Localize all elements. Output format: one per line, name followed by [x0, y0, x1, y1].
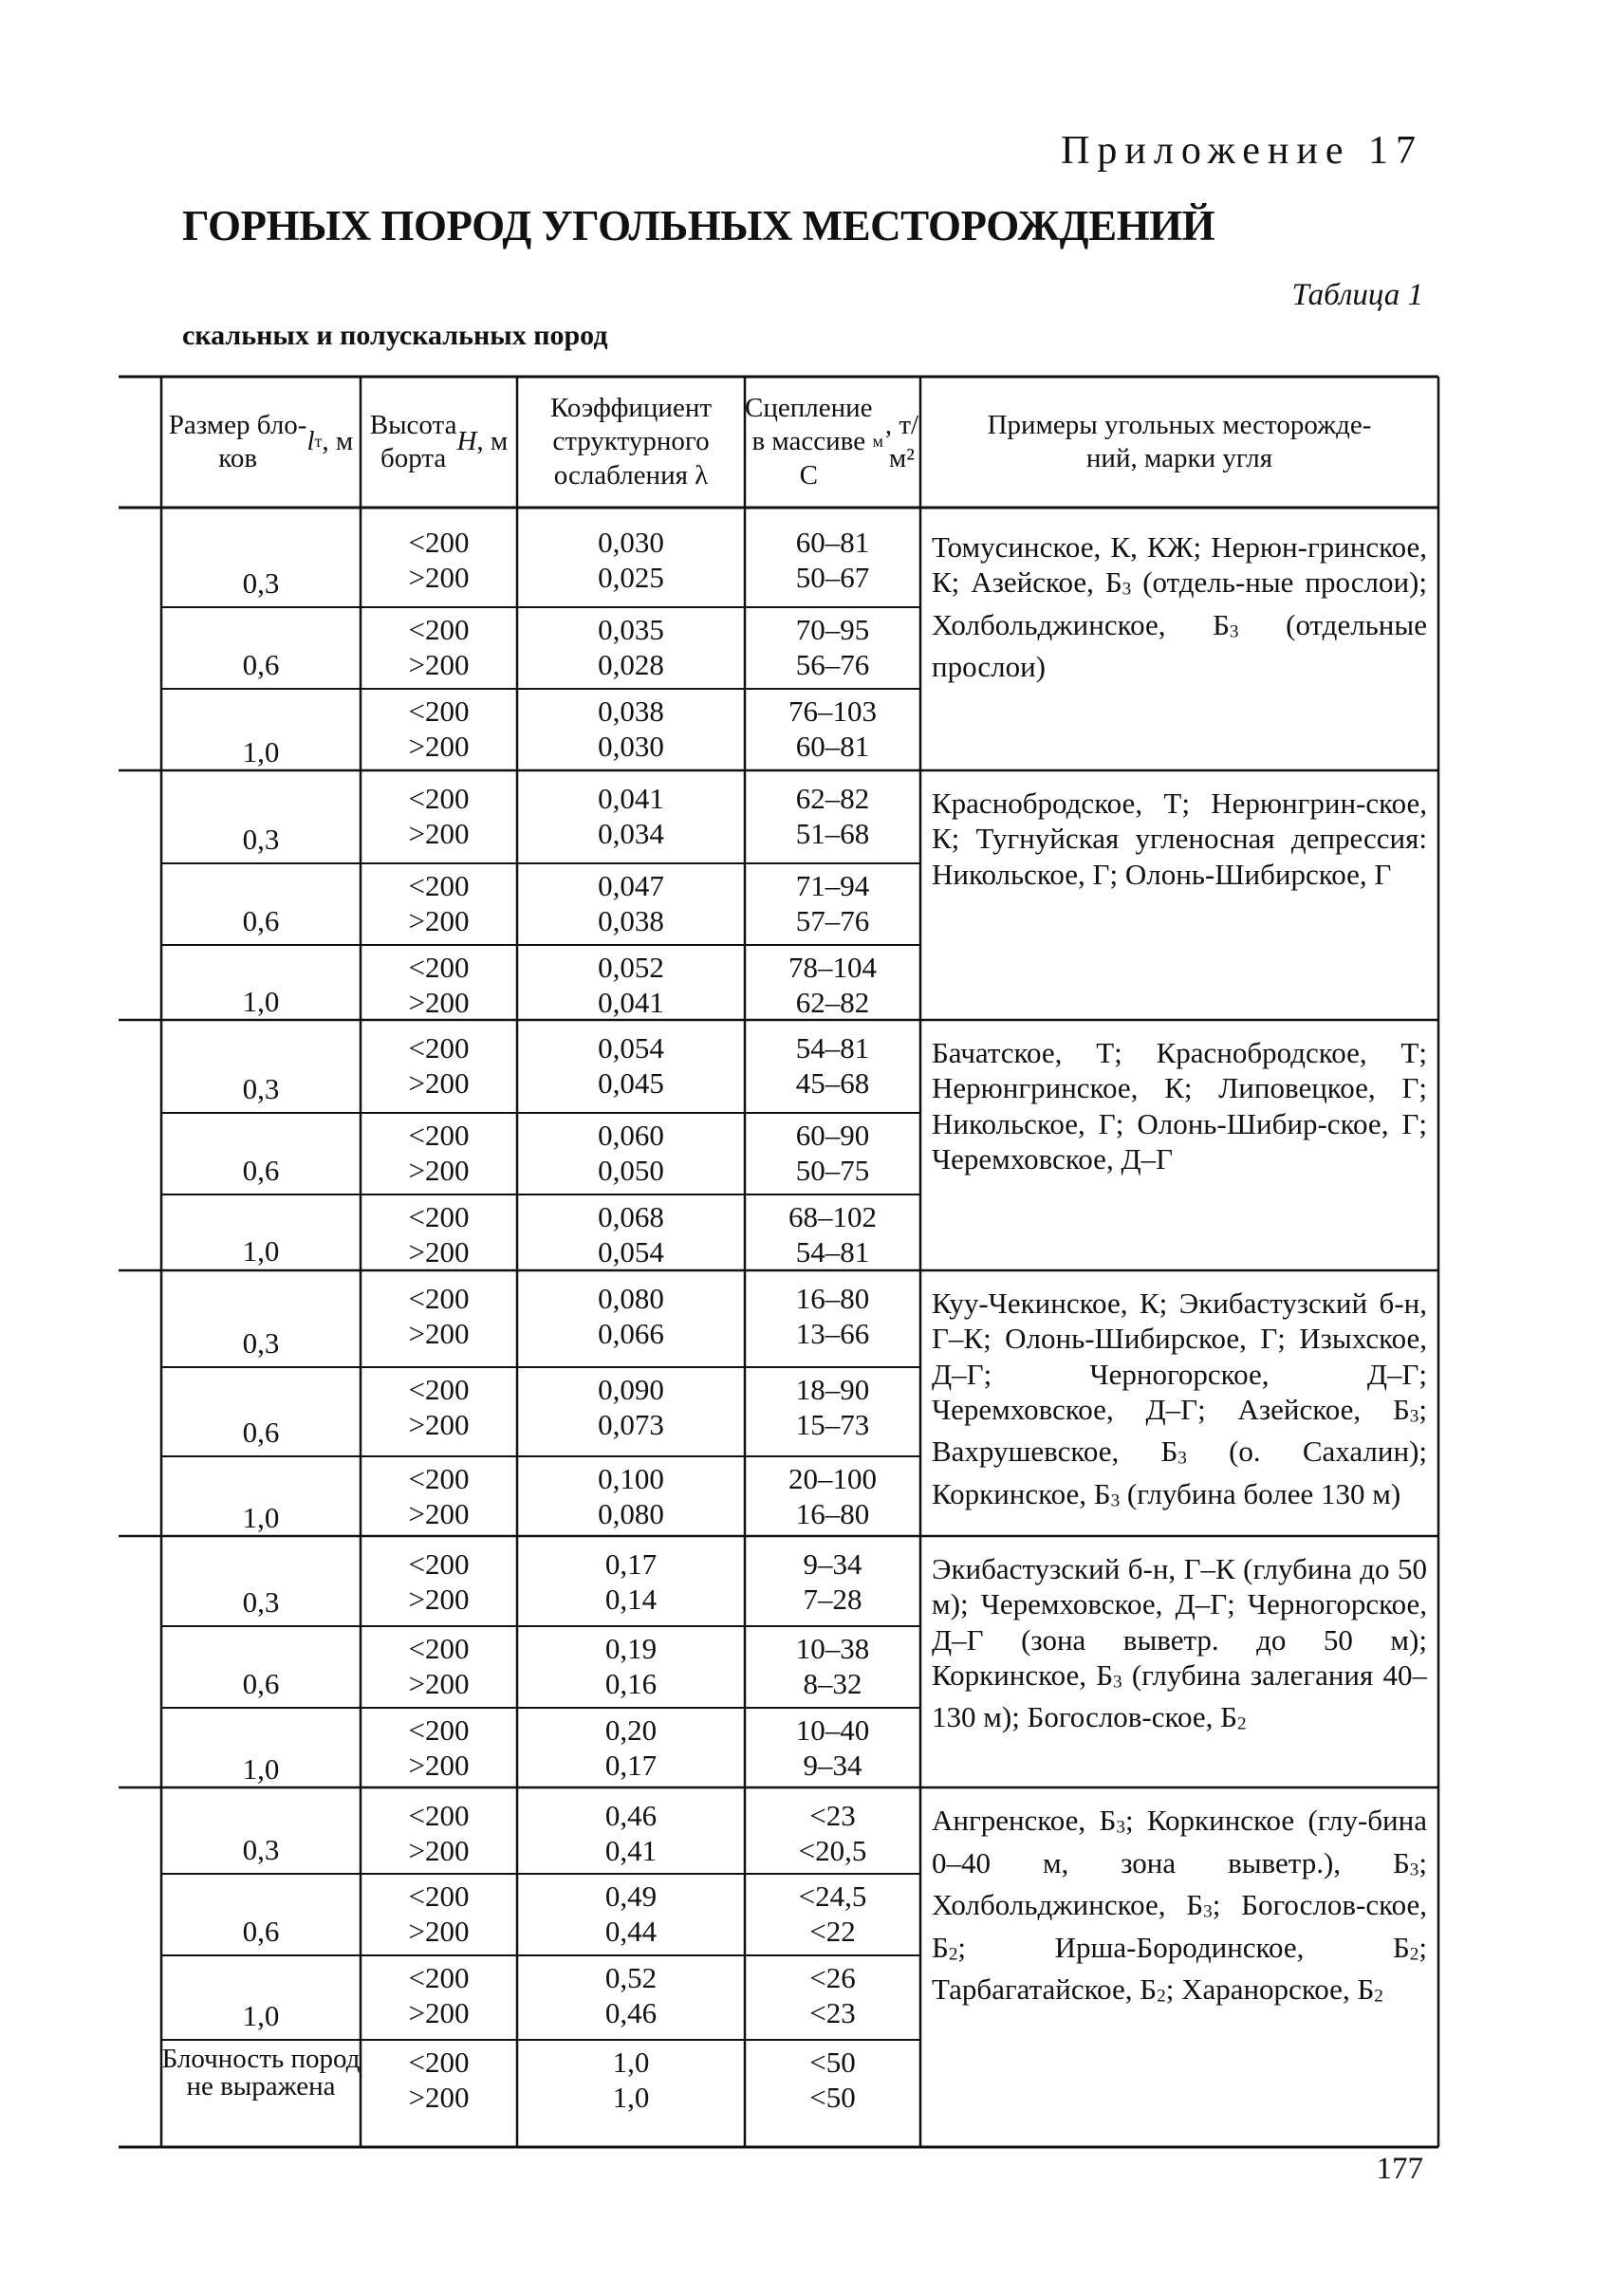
weakening-coefficient-cell: 0,060 0,050 — [598, 1119, 664, 1187]
bench-height-cell: <200 >200 — [408, 1632, 470, 1700]
block-size-cell: 0,3 — [242, 1072, 280, 1105]
deposit-examples-cell: Краснобродское, Т; Нерюнгрин-ское, К; Тугнуйская угленосная депрессия: Никольское, Г; Олонь-Шибирское, Г — [932, 787, 1427, 891]
block-size-cell: 0,6 — [242, 1416, 280, 1449]
bench-height-cell: <200 >200 — [408, 2046, 470, 2114]
bench-height-cell: <200 >200 — [408, 869, 470, 937]
cohesion-cell: 71–94 57–76 — [795, 869, 870, 937]
weakening-coefficient-cell: 0,19 0,16 — [604, 1632, 658, 1700]
column-header: Коэффициент структурного ослабления λ — [549, 392, 713, 491]
bench-height-cell: <200 >200 — [408, 1961, 470, 2029]
cohesion-cell: 16–80 13–66 — [795, 1282, 870, 1350]
cohesion-cell: 60–81 50–67 — [795, 526, 870, 594]
block-size-cell: 0,3 — [242, 1585, 280, 1619]
block-size-cell: 0,6 — [242, 1915, 280, 1948]
weakening-coefficient-cell: 0,46 0,41 — [604, 1799, 658, 1867]
block-size-cell: 0,6 — [242, 1154, 280, 1187]
cohesion-cell: <24,5 <22 — [798, 1879, 867, 1948]
cohesion-cell: 62–82 51–68 — [795, 782, 870, 850]
block-size-cell: 1,0 — [242, 1752, 280, 1786]
cohesion-cell: 76–103 60–81 — [788, 694, 877, 763]
appendix-label: Приложение 17 — [1061, 129, 1423, 173]
weakening-coefficient-cell: 0,030 0,025 — [598, 526, 664, 594]
weakening-coefficient-cell: 0,052 0,041 — [598, 951, 664, 1019]
cohesion-cell: 78–104 62–82 — [788, 951, 877, 1019]
table-caption: Таблица 1 — [1291, 278, 1423, 312]
block-size-cell: 0,6 — [242, 904, 280, 937]
bench-height-cell: <200 >200 — [408, 951, 470, 1019]
bench-height-cell: <200 >200 — [408, 1200, 470, 1268]
cohesion-cell: 68–102 54–81 — [788, 1200, 877, 1268]
cohesion-cell: <23 <20,5 — [798, 1799, 867, 1867]
block-size-cell: 0,3 — [242, 1833, 280, 1866]
weakening-coefficient-cell: 0,090 0,073 — [598, 1373, 664, 1441]
bench-height-cell: <200 >200 — [408, 1547, 470, 1616]
block-size-cell: 0,6 — [242, 1667, 280, 1700]
deposit-examples-cell: Ангренское, Б3; Коркинское (глу-бина 0–40 м, зона выветр.), Б3; Холбольджинское, Б3; Богослов-ское, Б2; Ирша-Бородинское, Б2; Тарбагатайское, Б2; Харанорское, Б2 — [932, 1804, 1427, 2007]
cohesion-cell: 18–90 15–73 — [795, 1373, 870, 1441]
block-size-cell: 0,3 — [242, 566, 280, 600]
page-title: ГОРНЫХ ПОРОД УГОЛЬНЫХ МЕСТОРОЖДЕНИЙ — [182, 202, 1215, 250]
bench-height-cell: <200 >200 — [408, 1119, 470, 1187]
bench-height-cell: <200 >200 — [408, 782, 470, 850]
weakening-coefficient-cell: 0,100 0,080 — [598, 1462, 664, 1530]
column-header: Размер бло- ков l т , м — [168, 409, 354, 473]
block-size-cell: 1,0 — [242, 985, 280, 1018]
deposit-examples-cell: Томусинское, К, КЖ; Нерюн-гринское, К; Азейское, Б3 (отдель-ные прослои); Холбольджинское, Б3 (отдельные прослои) — [932, 530, 1427, 684]
bench-height-cell: <200 >200 — [408, 1462, 470, 1530]
weakening-coefficient-cell: 0,041 0,034 — [598, 782, 664, 850]
bench-height-cell: <200 >200 — [408, 526, 470, 594]
weakening-coefficient-cell: 0,047 0,038 — [598, 869, 664, 937]
cohesion-cell: 70–95 56–76 — [795, 613, 870, 681]
bench-height-cell: <200 >200 — [408, 613, 470, 681]
bench-height-cell: <200 >200 — [408, 1879, 470, 1948]
weakening-coefficient-cell: 0,035 0,028 — [598, 613, 664, 681]
cohesion-cell: <26 <23 — [809, 1961, 856, 2029]
weakening-coefficient-cell: 0,17 0,14 — [604, 1547, 658, 1616]
weakening-coefficient-cell: 0,52 0,46 — [604, 1961, 658, 2029]
column-header: Сцепление в массиве С м , т/м² — [745, 392, 919, 491]
weakening-coefficient-cell: 0,038 0,030 — [598, 694, 664, 763]
page-number: 177 — [1376, 2152, 1423, 2186]
cohesion-cell: 9–34 7–28 — [803, 1547, 862, 1616]
block-size-cell: 1,0 — [242, 735, 280, 768]
weakening-coefficient-cell: 0,054 0,045 — [598, 1031, 664, 1100]
table-subtitle: скальных и полускальных пород — [182, 320, 608, 351]
deposit-examples-cell: Бачатское, Т; Краснобродское, Т; Нерюнгринское, К; Липовецкое, Г; Никольское, Г; Олонь-Шибир-ское, Г; Черемховское, Д–Г — [932, 1036, 1427, 1176]
cohesion-cell: 10–38 8–32 — [795, 1632, 870, 1700]
cohesion-cell: 54–81 45–68 — [795, 1031, 870, 1100]
unexpressed-blockiness-label: Блочность пород не выражена — [161, 2044, 361, 2102]
weakening-coefficient-cell: 0,068 0,054 — [598, 1200, 664, 1268]
weakening-coefficient-cell: 0,49 0,44 — [604, 1879, 658, 1948]
block-size-cell: 0,6 — [242, 648, 280, 681]
weakening-coefficient-cell: 0,20 0,17 — [604, 1713, 658, 1782]
weakening-coefficient-cell: 1,0 1,0 — [612, 2046, 650, 2114]
cohesion-cell: <50 <50 — [809, 2046, 856, 2114]
bench-height-cell: <200 >200 — [408, 1282, 470, 1350]
block-size-cell: 1,0 — [242, 1234, 280, 1268]
cohesion-cell: 10–40 9–34 — [795, 1713, 870, 1782]
bench-height-cell: <200 >200 — [408, 1031, 470, 1100]
block-size-cell: 1,0 — [242, 1501, 280, 1534]
column-header: Высота борта H , м — [369, 409, 509, 473]
cohesion-cell: 60–90 50–75 — [795, 1119, 870, 1187]
column-header: Примеры угольных месторожде- ний, марки угля — [987, 409, 1372, 473]
bench-height-cell: <200 >200 — [408, 1799, 470, 1867]
block-size-cell: 0,3 — [242, 823, 280, 856]
bench-height-cell: <200 >200 — [408, 694, 470, 763]
bench-height-cell: <200 >200 — [408, 1373, 470, 1441]
weakening-coefficient-cell: 0,080 0,066 — [598, 1282, 664, 1350]
block-size-cell: 1,0 — [242, 1999, 280, 2032]
cohesion-cell: 20–100 16–80 — [788, 1462, 877, 1530]
deposit-examples-cell: Экибастузский б-н, Г–К (глубина до 50 м); Черемховское, Д–Г; Черногорское, Д–Г (зона выветр. до 50 м); Коркинское, Б3 (глубина залегания 40–130 м); Богослов-ское, Б2 — [932, 1552, 1428, 1734]
block-size-cell: 0,3 — [242, 1326, 280, 1360]
bench-height-cell: <200 >200 — [408, 1713, 470, 1782]
deposit-examples-cell: Куу-Чекинское, К; Экибастузский б-н, Г–К; Олонь-Шибирское, Г; Изыхское, Д–Г; Черногорское, Д–Г; Черемховское, Д–Г; Азейское, Б3; Вахрушевское, Б3 (о. Сахалин); Коркинское, Б3 (глубина более 130 м) — [932, 1287, 1427, 1511]
